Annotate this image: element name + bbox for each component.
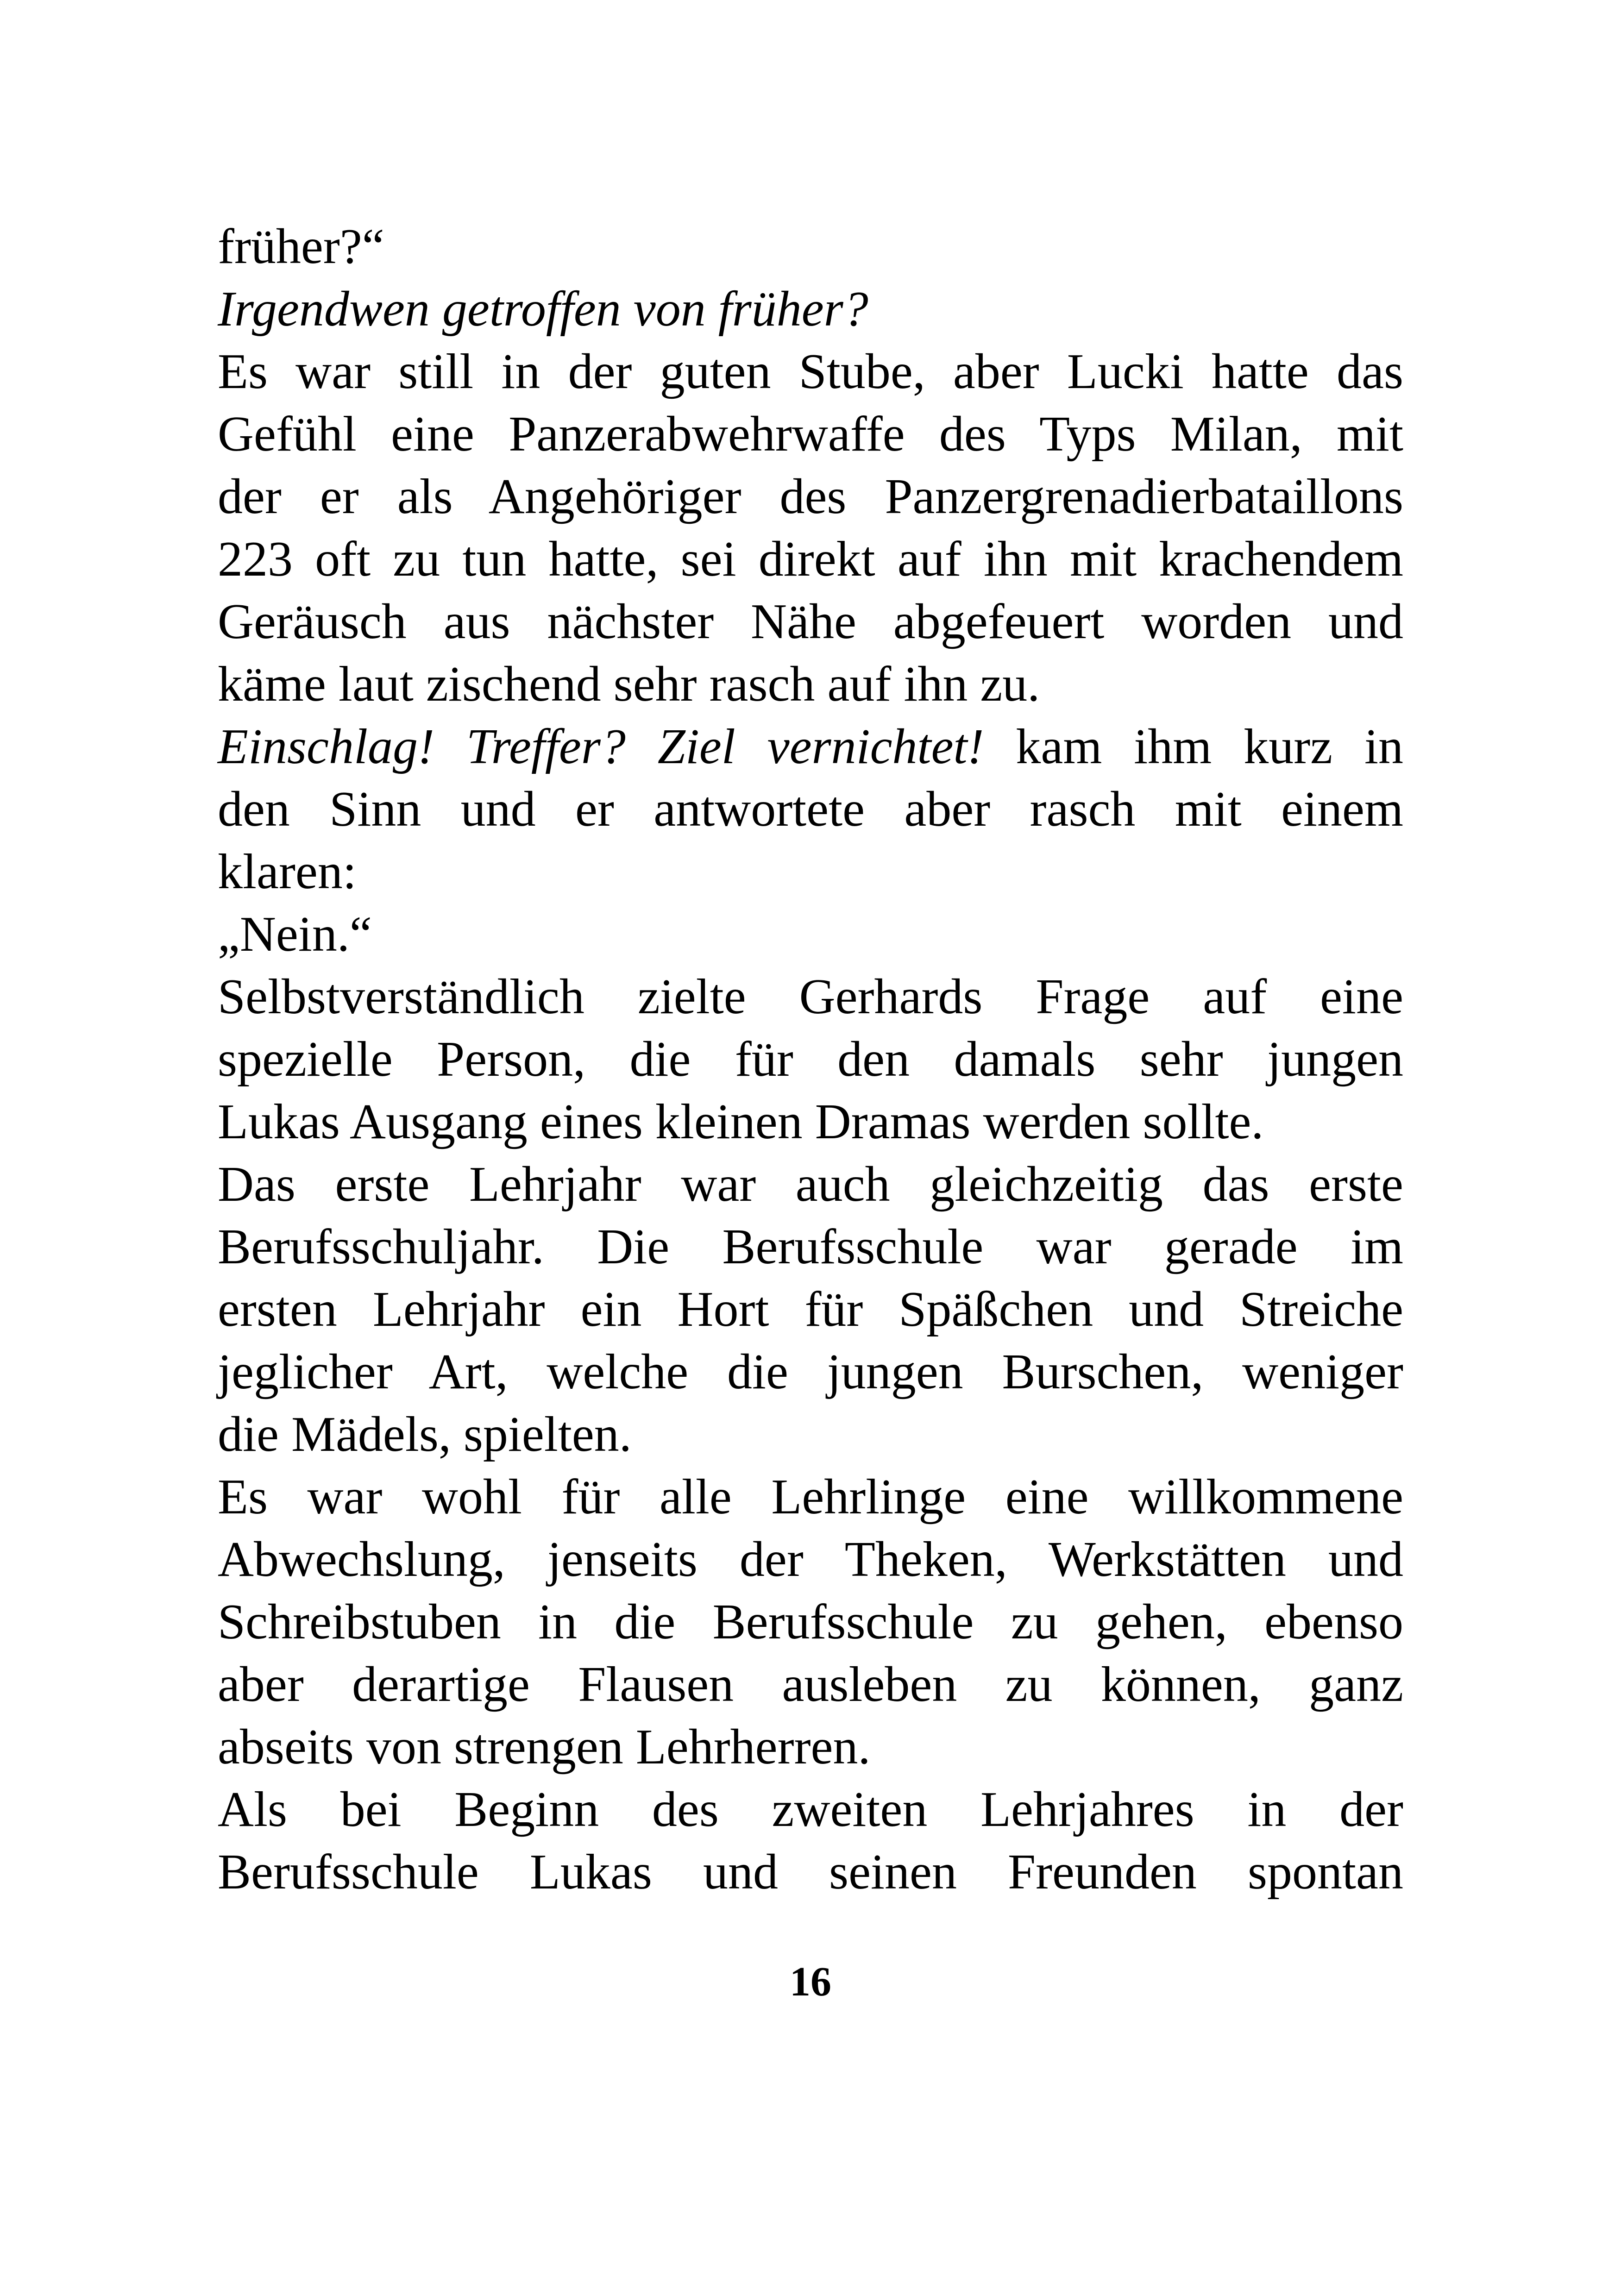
text-segment: Es war still in der guten Stube, aber Lucki hatte das xyxy=(218,344,1403,399)
text-line xyxy=(218,528,1403,590)
text-segment: Als bei Beginn des zweiten Lehrjahres in der xyxy=(218,1782,1403,1837)
text-segment: Abwechslung, jenseits der Theken, Werkstätten und xyxy=(218,1532,1403,1587)
text-line xyxy=(218,1091,1403,1153)
text-line xyxy=(218,1591,1403,1653)
text-segment: kam ihm kurz in xyxy=(984,719,1404,774)
text-line xyxy=(218,1841,1403,1903)
text-line xyxy=(218,903,1403,966)
text-segment: Geräusch aus nächster Nähe abgefeuert worden und xyxy=(218,594,1403,649)
text-segment: käme laut zischend sehr rasch auf ihn zu. xyxy=(218,657,1040,712)
text-segment: jeglicher Art, welche die jungen Burschen, weniger xyxy=(218,1344,1403,1399)
text-segment: „Nein.“ xyxy=(218,907,372,962)
text-segment: Berufsschuljahr. Die Berufsschule war gerade im xyxy=(218,1219,1403,1274)
text-line xyxy=(218,1216,1403,1278)
text-line xyxy=(218,653,1403,715)
text-line xyxy=(218,403,1403,465)
text-line xyxy=(218,966,1403,1028)
text-segment: klaren: xyxy=(218,844,357,899)
text-line xyxy=(218,1153,1403,1216)
text-segment: Selbstverständlich zielte Gerhards Frage auf eine xyxy=(218,969,1403,1024)
text-segment: Berufsschule Lukas und seinen Freunden spontan xyxy=(218,1844,1403,1900)
text-segment: Lukas Ausgang eines kleinen Dramas werden sollte. xyxy=(218,1094,1264,1149)
text-segment: den Sinn und er antwortete aber rasch mit einem xyxy=(218,782,1403,837)
text-line xyxy=(218,465,1403,528)
text-line xyxy=(218,841,1403,903)
text-segment: die Mädels, spielten. xyxy=(218,1407,632,1462)
text-line xyxy=(218,1716,1403,1778)
text-segment: spezielle Person, die für den damals sehr jungen xyxy=(218,1032,1403,1087)
text-line xyxy=(218,778,1403,841)
page-number: 16 xyxy=(790,1959,831,2005)
text-segment: Gefühl eine Panzerabwehrwaffe des Typs Milan, mit xyxy=(218,407,1403,462)
text-line xyxy=(218,1278,1403,1341)
text-line xyxy=(218,1653,1403,1716)
text-line xyxy=(218,1028,1403,1091)
italic-text: Irgendwen getroffen von früher? xyxy=(218,282,868,337)
text-segment: Das erste Lehrjahr war auch gleichzeitig das erste xyxy=(218,1157,1403,1212)
text-segment: 223 oft zu tun hatte, sei direkt auf ihn mit krachendem xyxy=(218,532,1403,587)
text-segment: Es war wohl für alle Lehrlinge eine willkommene xyxy=(218,1469,1403,1524)
text-segment: ersten Lehrjahr ein Hort für Späßchen und Streiche xyxy=(218,1282,1403,1337)
text-segment: früher?“ xyxy=(218,219,384,274)
text-line xyxy=(218,278,1403,340)
text-segment: Schreibstuben in die Berufsschule zu gehen, ebenso xyxy=(218,1594,1403,1650)
italic-text: Einschlag! Treffer? Ziel vernichtet! xyxy=(218,719,984,774)
text-line xyxy=(218,340,1403,403)
text-line xyxy=(218,715,1403,778)
text-segment: der er als Angehöriger des Panzergrenadierbataillons xyxy=(218,469,1403,524)
text-line xyxy=(218,1778,1403,1841)
text-line xyxy=(218,1528,1403,1591)
text-line xyxy=(218,1403,1403,1466)
text-segment: aber derartige Flausen ausleben zu können, ganz xyxy=(218,1657,1403,1712)
text-line xyxy=(218,590,1403,653)
text-line xyxy=(218,1341,1403,1403)
body-text xyxy=(218,215,1403,1903)
text-line xyxy=(218,1466,1403,1528)
text-line xyxy=(218,215,1403,278)
text-segment: abseits von strengen Lehrherren. xyxy=(218,1719,871,1775)
